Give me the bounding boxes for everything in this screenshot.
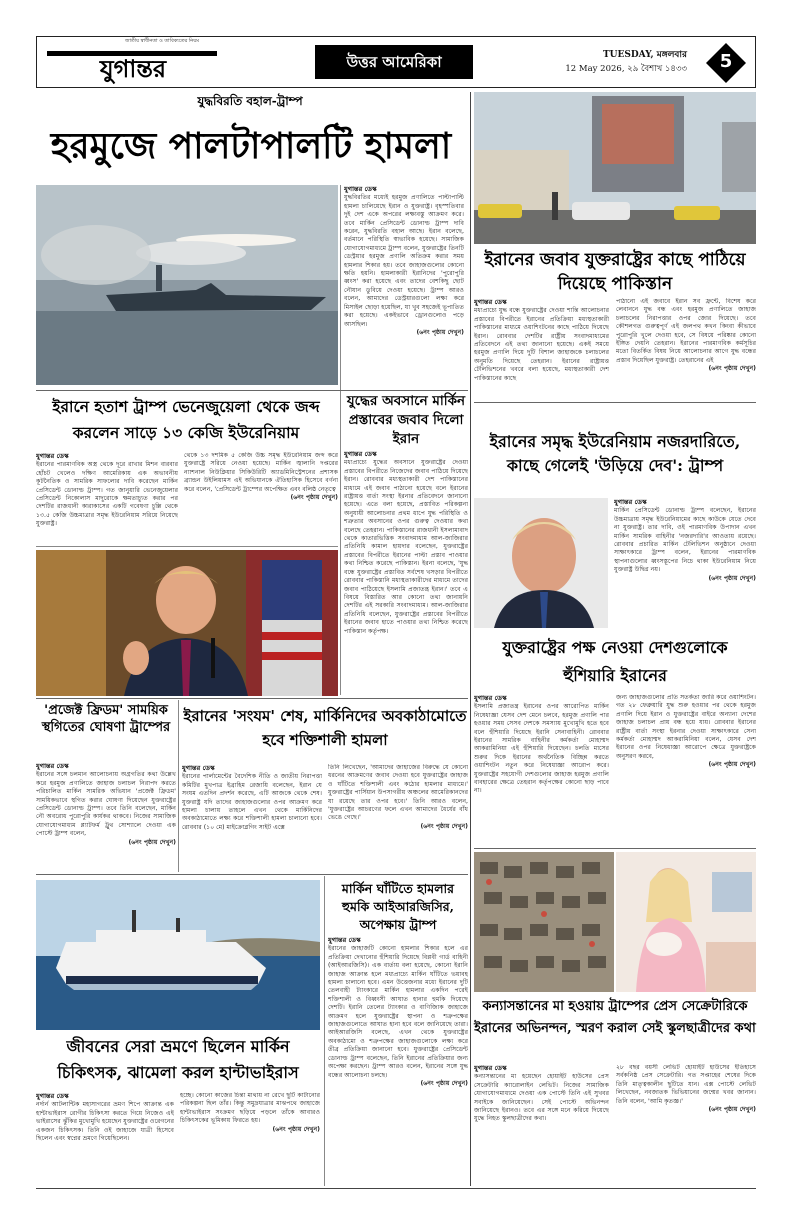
freedom-body: ইরানের সঙ্গে চলমান আলোচনায় অগ্রগতির কথা উল্লেখ করে হরমুজ প্রণালিতে জাহাজ চলাচল নিরাপদ করতে পরিচালিত মার্কিন সামরিক অভিযান 'প্রজেক্ট ফ্রিডম' সাময়িকভাবে স্থগিত করার ঘোষণা দিয়েছেন যুক্তরাষ্ট্রের প্রেসিডেন্ট ডোনাল্ড ট্রাম্প। তবে তিনি বলেছেন, মার্কিন নৌ অবরোধ পুরোপুরি কার্যকর থাকবে। নিজের সামাজিক যোগাযোগমাধ্যম প্ল্যাটফর্ম ট্রুথ সোশ্যালে দেওয়া এক পোস্টে ট্রাম্প বলেন, [36, 771, 176, 838]
page-number: 5 [719, 51, 733, 72]
rule-lead-vertical [470, 92, 471, 1186]
freedom-body-column [36, 762, 176, 870]
section-label: উত্তর আমেরিকা [315, 45, 473, 79]
warship-missile-photo [36, 185, 338, 385]
lead-body-column [344, 185, 464, 385]
freedom-continued: (৬নং পৃষ্ঠায় দেখুন) [128, 838, 176, 846]
lead-body: যুদ্ধবিরতির মধ্যেই হরমুজ প্রণালিতে পাল্টাপাল্টি হামলা চালিয়েছে ইরান ও যুক্তরাষ্ট্র। বৃহস্পতিবার দুই দেশ একে অপরের লক্ষ্যবস্তু আক্রমণ করে। তবে মার্কিন প্রেসিডেন্ট ডোনাল্ড ট্রাম্প দাবি করেন, যুদ্ধবিরতি বহাল আছে। ইরান বলেছে, বর্তমানে পরিস্থিতি স্বাভাবিক হয়েছে। সামাজিক যোগাযোগমাধ্যমে ট্রাম্প বলেন, যুক্তরাষ্ট্রের তিনটি ডেস্ট্রয়ার হরমুজ প্রণালি অতিক্রম করার সময় হামলার শিকার হয়। তবে জাহাজগুলোর কোনো ক্ষতি হয়নি। হামলাকারী ইরানিদের 'পুরোপুরি ধ্বংস' করা হয়েছে এবং তাদের বেশকিছু ছোট নৌযান ডুবিয়ে দেওয়া হয়েছে। ট্রাম্প আরও বলেন, আমাদের ডেস্ট্রয়ারগুলো লক্ষ্য করে মিসাইল ছোড়া হয়েছিল, যা খুব সহজেই ভূপাতিত করা হয়েছে। একইভাবে ড্রোনগুলোও পড়ে আসছিল। [344, 194, 464, 328]
uranium-col-1 [36, 452, 178, 544]
pakistan-col-1 [474, 298, 609, 398]
uranium-body-2: থেকে ১৩ দশমিক ৫ কেজি উচ্চ সমৃদ্ধ ইউরেনিয়াম জব্দ করে যুক্তরাষ্ট্রে সরিয়ে নেওয়া হয়েছে। মার্কিন জ্বালানি দপ্তরের ন্যাশনাল নিউক্লিয়ার সিকিউরিটি অ্যাডমিনিস্ট্রেশনের প্রশাসক ব্র্যান্ডন উইলিয়ামস এই অভিযানকে ঐতিহাসিক হিসেবে বর্ণনা করে বলেন, 'প্রেসিডেন্ট ট্রাম্পের অপেক্ষিত এবং বলিষ্ঠ নেতৃত্বে [184, 452, 338, 493]
restraint-body-2: তিনি লিখেছেন, 'আমাদের জাহাজের বিরুদ্ধে যে কোনো ধরনের আক্রমণের জবাব দেওয়া হবে যুক্তরাষ্ট্রের জাহাজ ও ঘাঁটিতে শক্তিশালী এবং কঠোর হামলার মাধ্যমে।' যুক্তরাষ্ট্রের পার্সিয়ান উপসাগরীয় অঞ্চলের আমেরিকানদের যা রয়েছে তার ওপর হবে।' তিনি আরও বলেন, 'যুক্তরাষ্ট্রের আচরণের ফলে এখন আমাদের ধৈর্যের বাঁধ ভেঙে গেছে।' [328, 764, 468, 822]
hantavirus-headline: জীবনের সেরা ভ্রমণে ছিলেন মার্কিন চিকিৎসক, ঝামেলা করল হান্টাভাইরাস [57, 1037, 299, 1082]
restraint-col-1 [182, 764, 322, 870]
pakistan-body-2: পাঠানো এই জবাবে ইরান সব ফ্রন্টে, বিশেষ করে লেবাননে যুদ্ধ বন্ধ এবং হরমুজ প্রণালিতে জাহাজ চলাচলের নিরাপত্তার ওপর জোর দিয়েছে। তবে কৌশলগত গুরুত্বপূর্ণ এই জলপথ কখন কিংবা কীভাবে পুরোপুরি খুলে দেওয়া হবে, সে বিষয়ে পরিষ্কার কোনো ইঙ্গিত দেয়নি তেহরান। ইরানের পারমাণবিক কর্মসূচির মতো বিতর্কিত বিষয় নিয়ে আলোচনার আগে যুদ্ধ বন্ধের প্রস্তাব দিয়েছিল যুক্তরাষ্ট্র। তেহরানের এই [616, 298, 756, 364]
iaea-continued: (৬নং পৃষ্ঠায় দেখুন) [420, 1079, 468, 1087]
warning-body-1: ইসলামি প্রজাতন্ত্র ইরানের ওপর আরোপিত মার্কিন নিষেধাজ্ঞা যেসব দেশ মেনে চলবে, হরমুজ প্রণালি পার হওয়ার সময় সেসব দেশকে সমস্যায় মুখোমুখি হতে হবে বলে হুঁশিয়ারি দিয়েছে ইরানি সেনাবাহিনী। রোববার ইরানের সামরিক বাহিনীর কর্মকর্তা মোহাম্মদ আকরামিনিয়া এই হুঁশিয়ারি দিয়েছেন। চলতি মাসের শুরুর দিকে ইরানের অর্থনৈতিক বিচ্ছিন্ন করতে ওয়াশিংটন নতুন করে নিষেধাজ্ঞা আরোপ করে। যুক্তরাষ্ট্রের সহযোগী দেশগুলোর জাহাজ হরমুজ প্রণালি ব্যবহারের ক্ষেত্রে তেহরান কর্তৃপক্ষের কোনো ছাড় পাবে না। [474, 703, 609, 795]
enriched-body-column [614, 498, 756, 628]
rule-h-right-2 [474, 848, 756, 849]
enriched-byline: যুগান্তর ডেস্ক [614, 498, 647, 506]
uranium-headline: ইরানে হতাশ ট্রাম্প ভেনেজুয়েলা থেকে জব্দ করলেন সাড়ে ১৩ কেজি ইউরেনিয়াম [52, 397, 320, 442]
spokes-col-2 [616, 1064, 756, 1184]
spokes-continued: (৬নং পৃষ্ঠায় দেখুন) [708, 1106, 756, 1114]
warning-body-2: জন্য জাহাজগুলোর প্রতি সতর্কতা জারি করে ওয়াশিংটন। গত ২৮ ফেব্রুয়ারি যুদ্ধ শুরু হওয়ার পর থেকে হরমুজ প্রণালি দিয়ে ইরান ও যুক্তরাষ্ট্রের বাইরে অন্যান্য দেশের জাহাজ চলাচল প্রায় বন্ধ হয়ে যায়। রোববার ইরানের রাষ্ট্রীয় বার্তা সংস্থা ইরনার দেওয়া সাক্ষাৎকারে সেনা কর্মকর্তা মোহাম্মদ আকরামিনিয়া বলেন, যেসব দেশ ইরানের ওপর নিষেধাজ্ঞা আরোপে ক্ষেত্রে যুক্তরাষ্ট্রকে অনুসরণ করবে, [616, 694, 756, 760]
enriched-headline: ইরানের সমৃদ্ধ ইউরেনিয়াম নজরদারিতে, কাছে গেলেই 'উড়িয়ে দেব': ট্রাম্প [489, 432, 741, 475]
hantavirus-col-2 [180, 1092, 320, 1184]
rule-mid-vertical [340, 185, 341, 695]
school-graves-photo [474, 852, 614, 992]
rule-h-right-1 [474, 402, 756, 403]
spokes-col-1 [474, 1064, 609, 1184]
freedom-headline: 'প্রজেক্ট ফ্রিডম' সাময়িক স্থগিতের ঘোষণা ট্রাম্পের [41, 703, 171, 735]
uranium-byline: যুগান্তর ডেস্ক [36, 452, 69, 460]
lead-headline: হরমুজে পালটাপালটি হামলা [50, 125, 452, 167]
pakistan-col-2 [616, 298, 756, 398]
response-body: মধ্যপ্রাচ্যে যুদ্ধের অবসানে যুক্তরাষ্ট্রের দেওয়া প্রস্তাবের বিপরীতে নিজেদের জবাব পাঠিয়ে দিয়েছে ইরান। রোববার মধ্যস্থতাকারী দেশ পাকিস্তানের মাধ্যমে এই জবাব পাঠানো হয়েছে বলে ইরানের রাষ্ট্রায়ত্ত বার্তা সংস্থা ইরনার প্রতিবেদনে জানানো হয়েছে। এতে বলা হয়েছে, প্রস্তাবিত পরিকল্পনা অনুযায়ী আলোচনার প্রথম ধাপে যুদ্ধ পরিস্থিতি ও শত্রুতার অবসানের ওপর গুরুত্ব দেওয়ার কথা বলেছে তেহরান। পাকিস্তানের রাজধানী ইসলামাবাদ থেকে কাতারভিত্তিক সংবাদমাধ্যম আল-জাজিরার প্রতিনিধি কামাল হায়দার বলেছেন, যুক্তরাষ্ট্রের প্রস্তাবের বিপরীতে ইরানের পাল্টা প্রস্তাব পাওয়ার কথা নিশ্চিত করেছে পাকিস্তান। ইরনা বলেছে, 'যুদ্ধ বন্ধে যুক্তরাষ্ট্রের প্রস্তাবিত সর্বশেষ খসড়ার বিপরীতে রোববার পাকিস্তানি মধ্যস্থতাকারীদের মাধ্যমে তাদের জবাব পাঠিয়েছে ইসলামি প্রজাতন্ত্র ইরান।' তবে এ বিষয়ে বিস্তারিত আর কোনো তথ্য জানায়নি দেশটির এই সরকারি সংবাদমাধ্যম। আল-জাজিরার প্রতিনিধি বলেছেন, যুক্তরাষ্ট্রের প্রস্তাবের বিপরীতে ইরানের জবাব হাতে পাওয়ার তথ্য নিশ্চিত করেছে পাকিস্তান কর্তৃপক্ষ। [344, 459, 468, 635]
hantavirus-col-1 [36, 1092, 174, 1184]
freedom-byline: যুগান্তর ডেস্ক [36, 762, 69, 770]
pakistan-body-1: মধ্যপ্রাচ্যে যুদ্ধ বন্ধে যুক্তরাষ্ট্রের দেওয়া শান্তি আলোচনার প্রস্তাবের বিপরীতে ইরানের প্রতিক্রিয়া মধ্যস্থতাকারী পাকিস্তানের মাধ্যমে ওয়াশিংটনের কাছে পাঠিয়ে দিয়েছে ইরান। রোববার দেশটির রাষ্ট্রীয় সংবাদমাধ্যমের প্রতিবেদনে এই তথ্য জানানো হয়েছে। একই সময়ে হরমুজ প্রণালি দিয়ে দুটি বিশাল জাহাজকে চলাচলের অনুমতি দিয়েছে তেহরান। ইরানের রাষ্ট্রায়ত্ত টেলিভিশনের খবরে বলা হয়েছে, মধ্যস্থতাকারী দেশ পাকিস্তানের কাছে [474, 307, 609, 382]
rule-lower-vertical [324, 876, 325, 1186]
restraint-byline: যুগান্তর ডেস্ক [182, 764, 215, 772]
logo-text: যুগান্তর [99, 54, 167, 83]
restraint-headline: ইরানের 'সংযম' শেষ, মার্কিনিদের অবকাঠামোতে হবে শক্তিশালী হামলা [183, 707, 467, 749]
iaea-headline: মার্কিন ঘাঁটিতে হামলার হুমকি আইআরজিসির, অপেক্ষায় ট্রাম্প [341, 881, 455, 932]
enriched-body: মার্কিন প্রেসিডেন্ট ডোনাল্ড ট্রাম্প বলেছেন, ইরানের উচ্চমাত্রায় সমৃদ্ধ ইউরেনিয়ামের কাছে কাউকে যেতে দেবে না যুক্তরাষ্ট্র। তার দাবি, ওই পারমাণবিক উপাদান এখন মার্কিন সামরিক বাহিনীর 'নজরদারি'র আওতায় রয়েছে। রোববার প্রচারিত মার্কিন টেলিভিশন অনুষ্ঠানে দেওয়া সাক্ষাৎকারে ট্রাম্প বলেন, ইরানের পারমাণবিক স্থাপনাগুলোর ধ্বংসস্তূপের নিচে থাকা ইউরেনিয়াম নিয়ে যুক্তরাষ্ট্র উদ্বিগ্ন নয়। [614, 507, 756, 574]
spokes-byline: যুগান্তর ডেস্ক [474, 1064, 507, 1072]
spokes-body-2: ২৮ বছর বয়সী লেভিট হোয়াইট হাউসের ইতিহাসে সর্বকনিষ্ঠ প্রেস সেক্রেটারি। গত সপ্তাহের শেষের দিকে তিনি মাতৃত্বকালীন ছুটিতে যান। এক্স পোস্টে লেভিট লিখেছেন, নবজাতক ভিভিয়ানের জন্মের খবর জানান। তিনি বলেন, 'আমি কৃতজ্ঞ।' [616, 1064, 756, 1105]
masthead-day: TUESDAY, মঙ্গলবার [602, 50, 687, 60]
spokes-headline: কন্যাসন্তানের মা হওয়ায় ট্রাম্পের প্রেস সেক্রেটারিকে ইরানের অভিনন্দন, স্মরণ করাল সেই স্কুলছাত্রীদের কথা [474, 999, 756, 1036]
trump-podium-photo [36, 550, 338, 696]
uranium-col-2 [184, 452, 338, 544]
rule-bottom [36, 1188, 756, 1189]
rule-h-uranium [36, 390, 468, 391]
response-body-column [344, 450, 468, 698]
spokes-body-1: কন্যাসন্তানের মা হয়েছেন হোয়াইট হাউসের প্রেস সেক্রেটারি ক্যারোলাইন লেভিট। নিজের সামাজিক যোগাযোগমাধ্যমে দেওয়া এক পোস্টে তিনি এই সুখবর সবাইকে জানিয়েছেন। সেই পোস্টে অভিনন্দন জানিয়েছে ইরানও। তবে এর সঙ্গে মনে করিয়ে দিয়েছে যুদ্ধে নিহত স্কুলছাত্রীদের কথা। [474, 1073, 609, 1123]
press-secretary-baby-photo [616, 852, 756, 992]
rule-h-mid [36, 698, 468, 699]
pakistan-byline: যুগান্তর ডেস্ক [474, 298, 507, 306]
lead-kicker: যুদ্ধবিরতি বহাল-ট্রাম্প [197, 94, 303, 108]
response-headline: যুদ্ধের অবসানে মার্কিন প্রস্তাবের জবাব দিলো ইরান [346, 393, 466, 447]
cruise-ship-photo [36, 880, 320, 1030]
warning-byline: যুগান্তর ডেস্ক [474, 694, 507, 702]
restraint-body-1: ইরানের পার্লামেন্টের বৈদেশিক নীতি ও জাতীয় নিরাপত্তা কমিটির মুখপাত্র ইব্রাহিম রেজায়ি বলেছেন, ইরান যে সংযম এতদিন প্রদর্শন করেছে, এটি আজকে থেকে শেষ। যুক্তরাষ্ট্র যদি তাদের জাহাজগুলোর ওপর আক্রমণ করে হামলা চালায় তাহলে এখন থেকে মার্কিনিদের অবকাঠামোতে লক্ষ্য করে শক্তিশালী হামলা চালানো হবে। রোববার (১০ মে) মাইক্রোব্লগিং সাইট এক্সে [182, 773, 322, 831]
hantavirus-body-1: নর্দার্ন আটলান্টিক মহাসাগরের ভ্রমণ শিপে আক্রান্ত এক হান্টাভাইরাস রোগীর চিকিৎসা করতে গিয়ে নিজেও এই ভাইরাসের ঝুঁকির মুখোমুখি হয়েছেন যুক্তরাষ্ট্রের ওরেগনের একজন চিকিৎসক। তিনি ওই জাহাজে যাত্রী হিসেবে ছিলেন এবং স্বপ্নের ভ্রমণে গিয়েছিলেন। [36, 1101, 174, 1143]
enriched-continued: (৬নং পৃষ্ঠায় দেখুন) [708, 574, 756, 582]
iaea-byline: যুগান্তর ডেস্ক [328, 936, 361, 944]
masthead-tagline: জাতীয় স্বাধীনতা ও তাবিক্যতের নিয়ম [124, 38, 199, 44]
newspaper-logo [43, 41, 223, 85]
rule-h-lower [36, 874, 468, 875]
warning-continued: (৬নং পৃষ্ঠায় দেখুন) [708, 761, 756, 769]
trump-portrait-photo [474, 498, 608, 628]
rule-restraint-vertical [178, 700, 179, 872]
hantavirus-continued: (৬নং পৃষ্ঠায় দেখুন) [272, 1125, 320, 1133]
page-number-badge [705, 42, 747, 84]
iaea-body: ইরানের জাহাজটি কোনো হামলার শিকার হলে এর প্রতিক্রিয়া দেখানোর হুঁশিয়ারি দিয়েছে বিপ্লবী গার্ড বাহিনী (আইআরজিসি)। এক বার্তায় বলা হয়েছে, কোনো ইরানি জাহাজ আক্রান্ত হলে মধ্যপ্রাচ্যে মার্কিন ঘাঁটিতে ভয়াবহ হামলা চালানো হবে। এমন উত্তেজনার মধ্যে ইরানের দুটি তেলবাহী ট্যাংকারে মার্কিন হামলার একদিন পরেই শক্তিশালী ও বিধ্বংসী আঘাত হানার হুমকি দিয়েছে দেশটি। ইরানি তেলের ট্যাংকার ও বাণিজ্যিক জাহাজে আক্রমণ হলে যুক্তরাষ্ট্রের স্থাপনা ও শত্রুপক্ষের জাহাজগুলোতে আঘাত হানা হবে বলে জানিয়েছে তারা। আইআরজিসি বলেছে, এখন থেকে যুক্তরাষ্ট্রের অবকাঠামো ও শত্রুপক্ষের জাহাজগুলোকে লক্ষ্য করে তীব্র প্রতিক্রিয়া জানানো হবে। যুক্তরাষ্ট্রের প্রেসিডেন্ট ডোনাল্ড ট্রাম্প বলেছেন, তিনি ইরানের প্রতিক্রিয়ার জন্য অপেক্ষা করছেন। ট্রাম্প আরও বলেন, ইরানের সঙ্গে যুদ্ধ বন্ধের আলোচনা চলছে। [328, 945, 468, 1079]
restraint-continued: (৬নং পৃষ্ঠায় দেখুন) [420, 822, 468, 830]
pakistan-headline: ইরানের জবাব যুক্তরাষ্ট্রের কাছে পাঠিয়ে দিয়েছে পাকিস্তান [484, 250, 746, 294]
warning-col-2 [616, 694, 756, 844]
masthead [36, 36, 756, 88]
pakistan-continued: (৬নং পৃষ্ঠায় দেখুন) [708, 365, 756, 373]
uranium-continued: (৬নং পৃষ্ঠায় দেখুন) [290, 494, 338, 502]
lead-continued: (৬নং পৃষ্ঠায় দেখুন) [416, 328, 464, 336]
response-byline: যুগান্তর ডেস্ক [344, 450, 377, 458]
rule-h-photo [36, 546, 338, 547]
warning-headline: যুক্তরাষ্ট্রের পক্ষ নেওয়া দেশগুলোকে হুঁশিয়ারি ইরানের [502, 638, 728, 685]
warning-col-1 [474, 694, 609, 844]
lead-byline: যুগান্তর ডেস্ক [344, 185, 377, 193]
logo-graphic [43, 41, 223, 85]
restraint-col-2 [328, 764, 468, 870]
uranium-body-1: ইরানের পারমাণবিক অস্ত্র থেকে দূরে রাখার মিশন বারবার হোঁচট খেলেও দক্ষিণ আমেরিকায় এক অভাবনীয় কূটনৈতিক ও সামরিক সাফল্যের দাবি করেছেন মার্কিন প্রেসিডেন্ট ডোনাল্ড ট্রাম্প। গত জানুয়ারি ভেনেজুয়েলার প্রেসিডেন্ট নিকোলাস মাদুরোকে ক্ষমতাচ্যুত করার পর দেশটির রাজধানী কারাকাসের একটি গবেষণা চুল্লি থেকে ১৩.৫ কেজি উচ্চমাত্রার সমৃদ্ধ ইউরেনিয়াম সরিয়ে নিয়েছে যুক্তরাষ্ট্র। [36, 461, 178, 528]
hantavirus-body-2: হচ্ছে। কোনো কাজের চিন্তা মাথায় না রেখে ছুটি কাটানোর পরিকল্পনা ছিল তাঁর। কিন্তু সমুদ্রযাত্রার মাঝপথে জাহাজে হান্টাভাইরাস সংক্রমণ ছড়িয়ে পড়লে তাঁকে আবারও চিকিৎসকের ভূমিকায় ফিরতে হয়। [180, 1092, 320, 1125]
masthead-date: 12 May 2026, ২৯ বৈশাখ ১৪৩৩ [565, 64, 687, 74]
hantavirus-byline: যুগান্তর ডেস্ক [36, 1092, 69, 1100]
iaea-body-column [328, 936, 468, 1186]
tehran-street-photo [474, 92, 756, 244]
